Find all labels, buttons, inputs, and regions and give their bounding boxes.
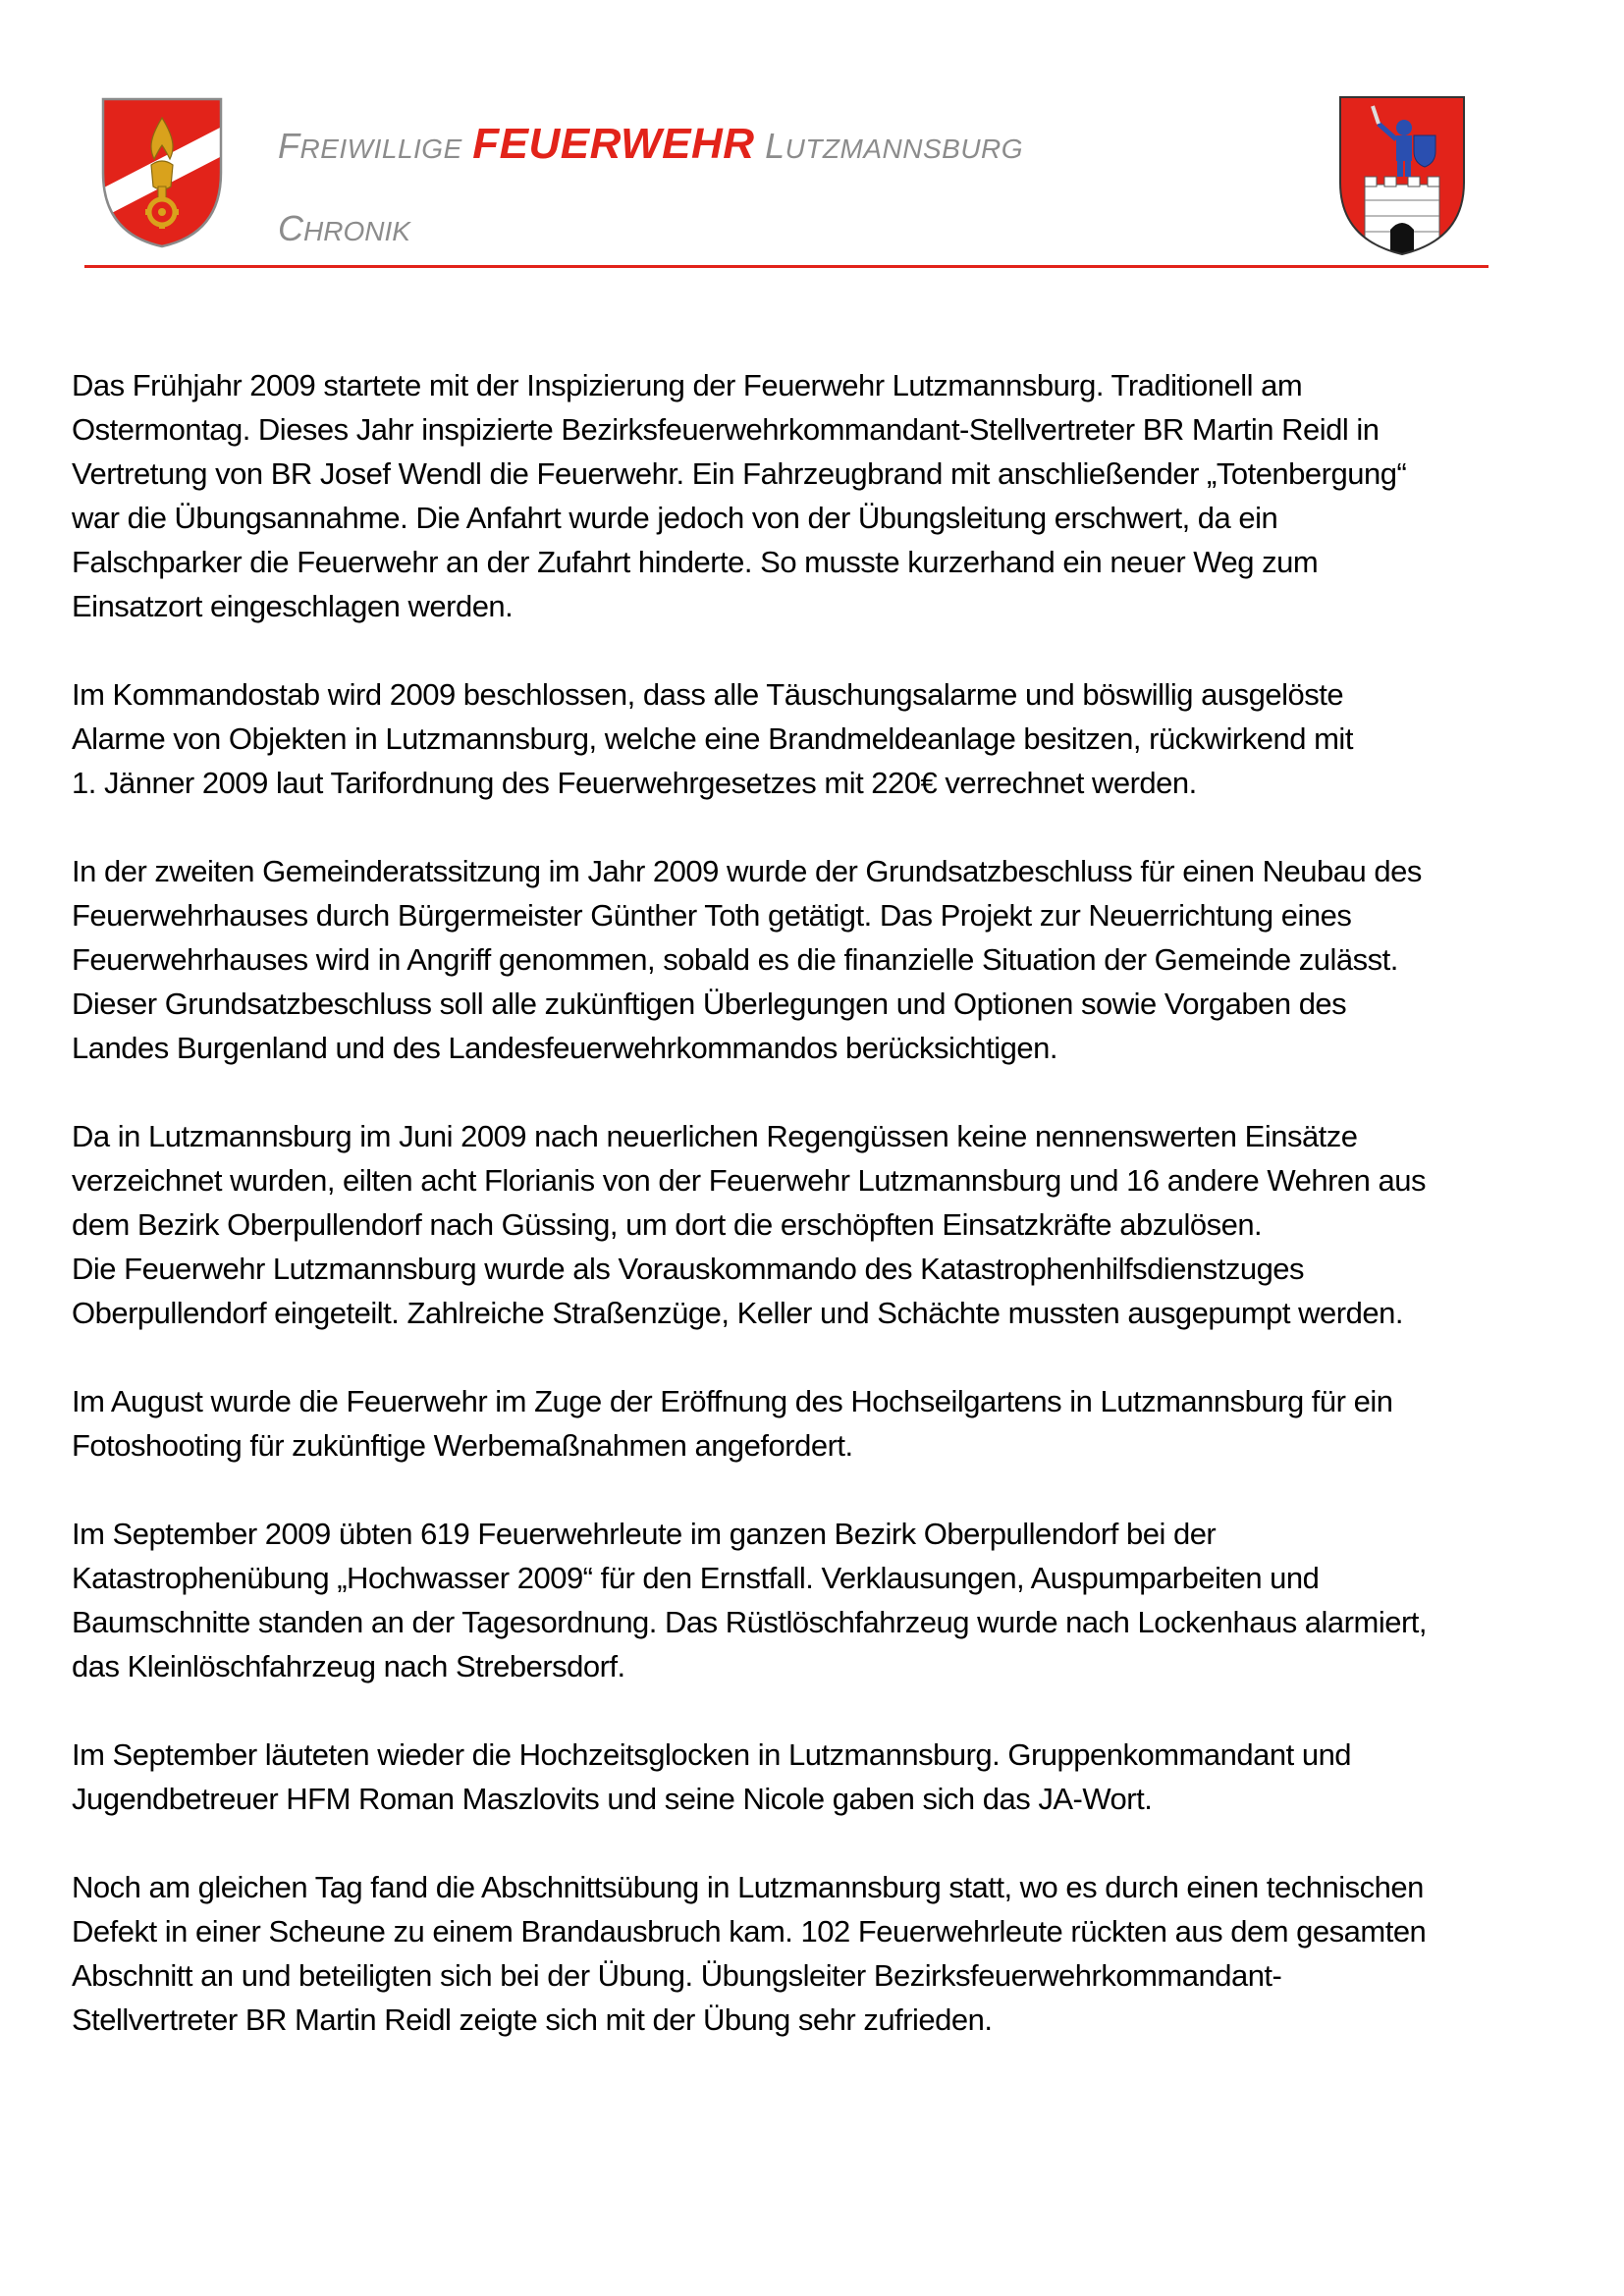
title-rest-1: REIWILLIGE	[299, 133, 462, 164]
paragraph: In der zweiten Gemeinderatssitzung im Jahr 2009 wurde der Grundsatzbeschluss für einen Neubau des Feuerwehrhauses durch Bürgermeister Günther Toth getätigt. Das Projekt zur Neuerrichtung eines Feuerwehrhauses wird in Angriff genommen, sobald es die finanzielle Situation der Gemeinde zulässt. Dieser Grundsatzbeschluss soll alle zukünftigen Überlegungen und Optionen sowie Vorgaben des Landes Burgenland und des Landesfeuerwehrkommandos berücksichtigen.	[72, 854, 1422, 1065]
paragraph: Im Kommandostab wird 2009 beschlossen, dass alle Täuschungsalarme und böswillig ausgelöste Alarme von Objekten in Lutzmannsburg, welche eine Brandmeldeanlage besitzen, rückwirkend mit 1. Jänner 2009 laut Tarifordnung des Feuerwehrgesetzes mit 220€ verrechnet werden.	[72, 677, 1353, 800]
chronicle-body	[72, 363, 1564, 2086]
municipal-coat-of-arms-icon	[1337, 94, 1467, 257]
paragraph: Im September 2009 übten 619 Feuerwehrleute im ganzen Bezirk Oberpullendorf bei der Katastrophenübung „Hochwasser 2009“ für den Ernstfall. Verklausungen, Auspumparbeiten und Baumschnitte standen an der Tagesordnung. Das Rüstlöschfahrzeug wurde nach Lockenhaus alarmiert, das Kleinlöschfahrzeug nach Strebersdorf.	[72, 1517, 1427, 1683]
page-header	[0, 0, 1624, 275]
organization-title	[278, 120, 1023, 169]
paragraph: Im August wurde die Feuerwehr im Zuge der Eröffnung des Hochseilgartens in Lutzmannsburg für ein Fotoshooting für zukünftige Werbemaßnahmen angefordert.	[72, 1384, 1393, 1463]
title-initial-3: L	[765, 126, 785, 166]
header-divider	[84, 265, 1489, 268]
subtitle-initial: C	[278, 208, 303, 248]
paragraph: Im September läuteten wieder die Hochzeitsglocken in Lutzmannsburg. Gruppenkommandant und Jugendbetreuer HFM Roman Maszlovits und seine Nicole gaben sich das JA-Wort.	[72, 1737, 1352, 1816]
title-rest-3: UTZMANNSBURG	[785, 133, 1024, 164]
title-initial-1: F	[278, 126, 300, 166]
paragraph: Da in Lutzmannsburg im Juni 2009 nach neuerlichen Regengüssen keine nennenswerten Einsätze verzeichnet wurden, eilten acht Florianis von der Feuerwehr Lutzmannsburg und 16 andere Wehren aus dem Bezirk Oberpullendorf nach Güssing, um dort die erschöpften Einsatzkräfte abzulösen. Die Feuerwehr Lutzmannsburg wurde als Vorauskommando des Katastrophenhilfsdienstzuges Oberpullendorf eingeteilt. Zahlreiche Straßenzüge, Keller und Schächte mussten ausgepumpt werden.	[72, 1119, 1426, 1330]
title-highlight: FEUERWEHR	[472, 120, 755, 168]
paragraph: Das Frühjahr 2009 startete mit der Inspizierung der Feuerwehr Lutzmannsburg. Traditionell am Ostermontag. Dieses Jahr inspizierte Bezirksfeuerwehrkommandant-Stellvertreter BR Martin Reidl in Vertretung von BR Josef Wendl die Feuerwehr. Ein Fahrzeugbrand mit anschließender „Totenbergung“ war die Übungsannahme. Die Anfahrt wurde jedoch von der Übungsleitung erschwert, da ein Falschparker die Feuerwehr an der Zufahrt hinderte. So musste kurzerhand ein neuer Weg zum Einsatzort eingeschlagen werden.	[72, 368, 1407, 623]
subtitle-rest: HRONIK	[303, 216, 410, 246]
paragraph: Noch am gleichen Tag fand die Abschnittsübung in Lutzmannsburg statt, wo es durch einen technischen Defekt in einer Scheune zu einem Brandausbruch kam. 102 Feuerwehrleute rückten aus dem gesamten Abschnitt an und beteiligten sich bei der Übung. Übungsleiter Bezirksfeuerwehrkommandant- Stellvertreter BR Martin Reidl zeigte sich mit der Übung sehr zufrieden.	[72, 1870, 1427, 2037]
fire-brigade-emblem-icon	[100, 96, 224, 249]
page-subtitle	[278, 208, 410, 249]
